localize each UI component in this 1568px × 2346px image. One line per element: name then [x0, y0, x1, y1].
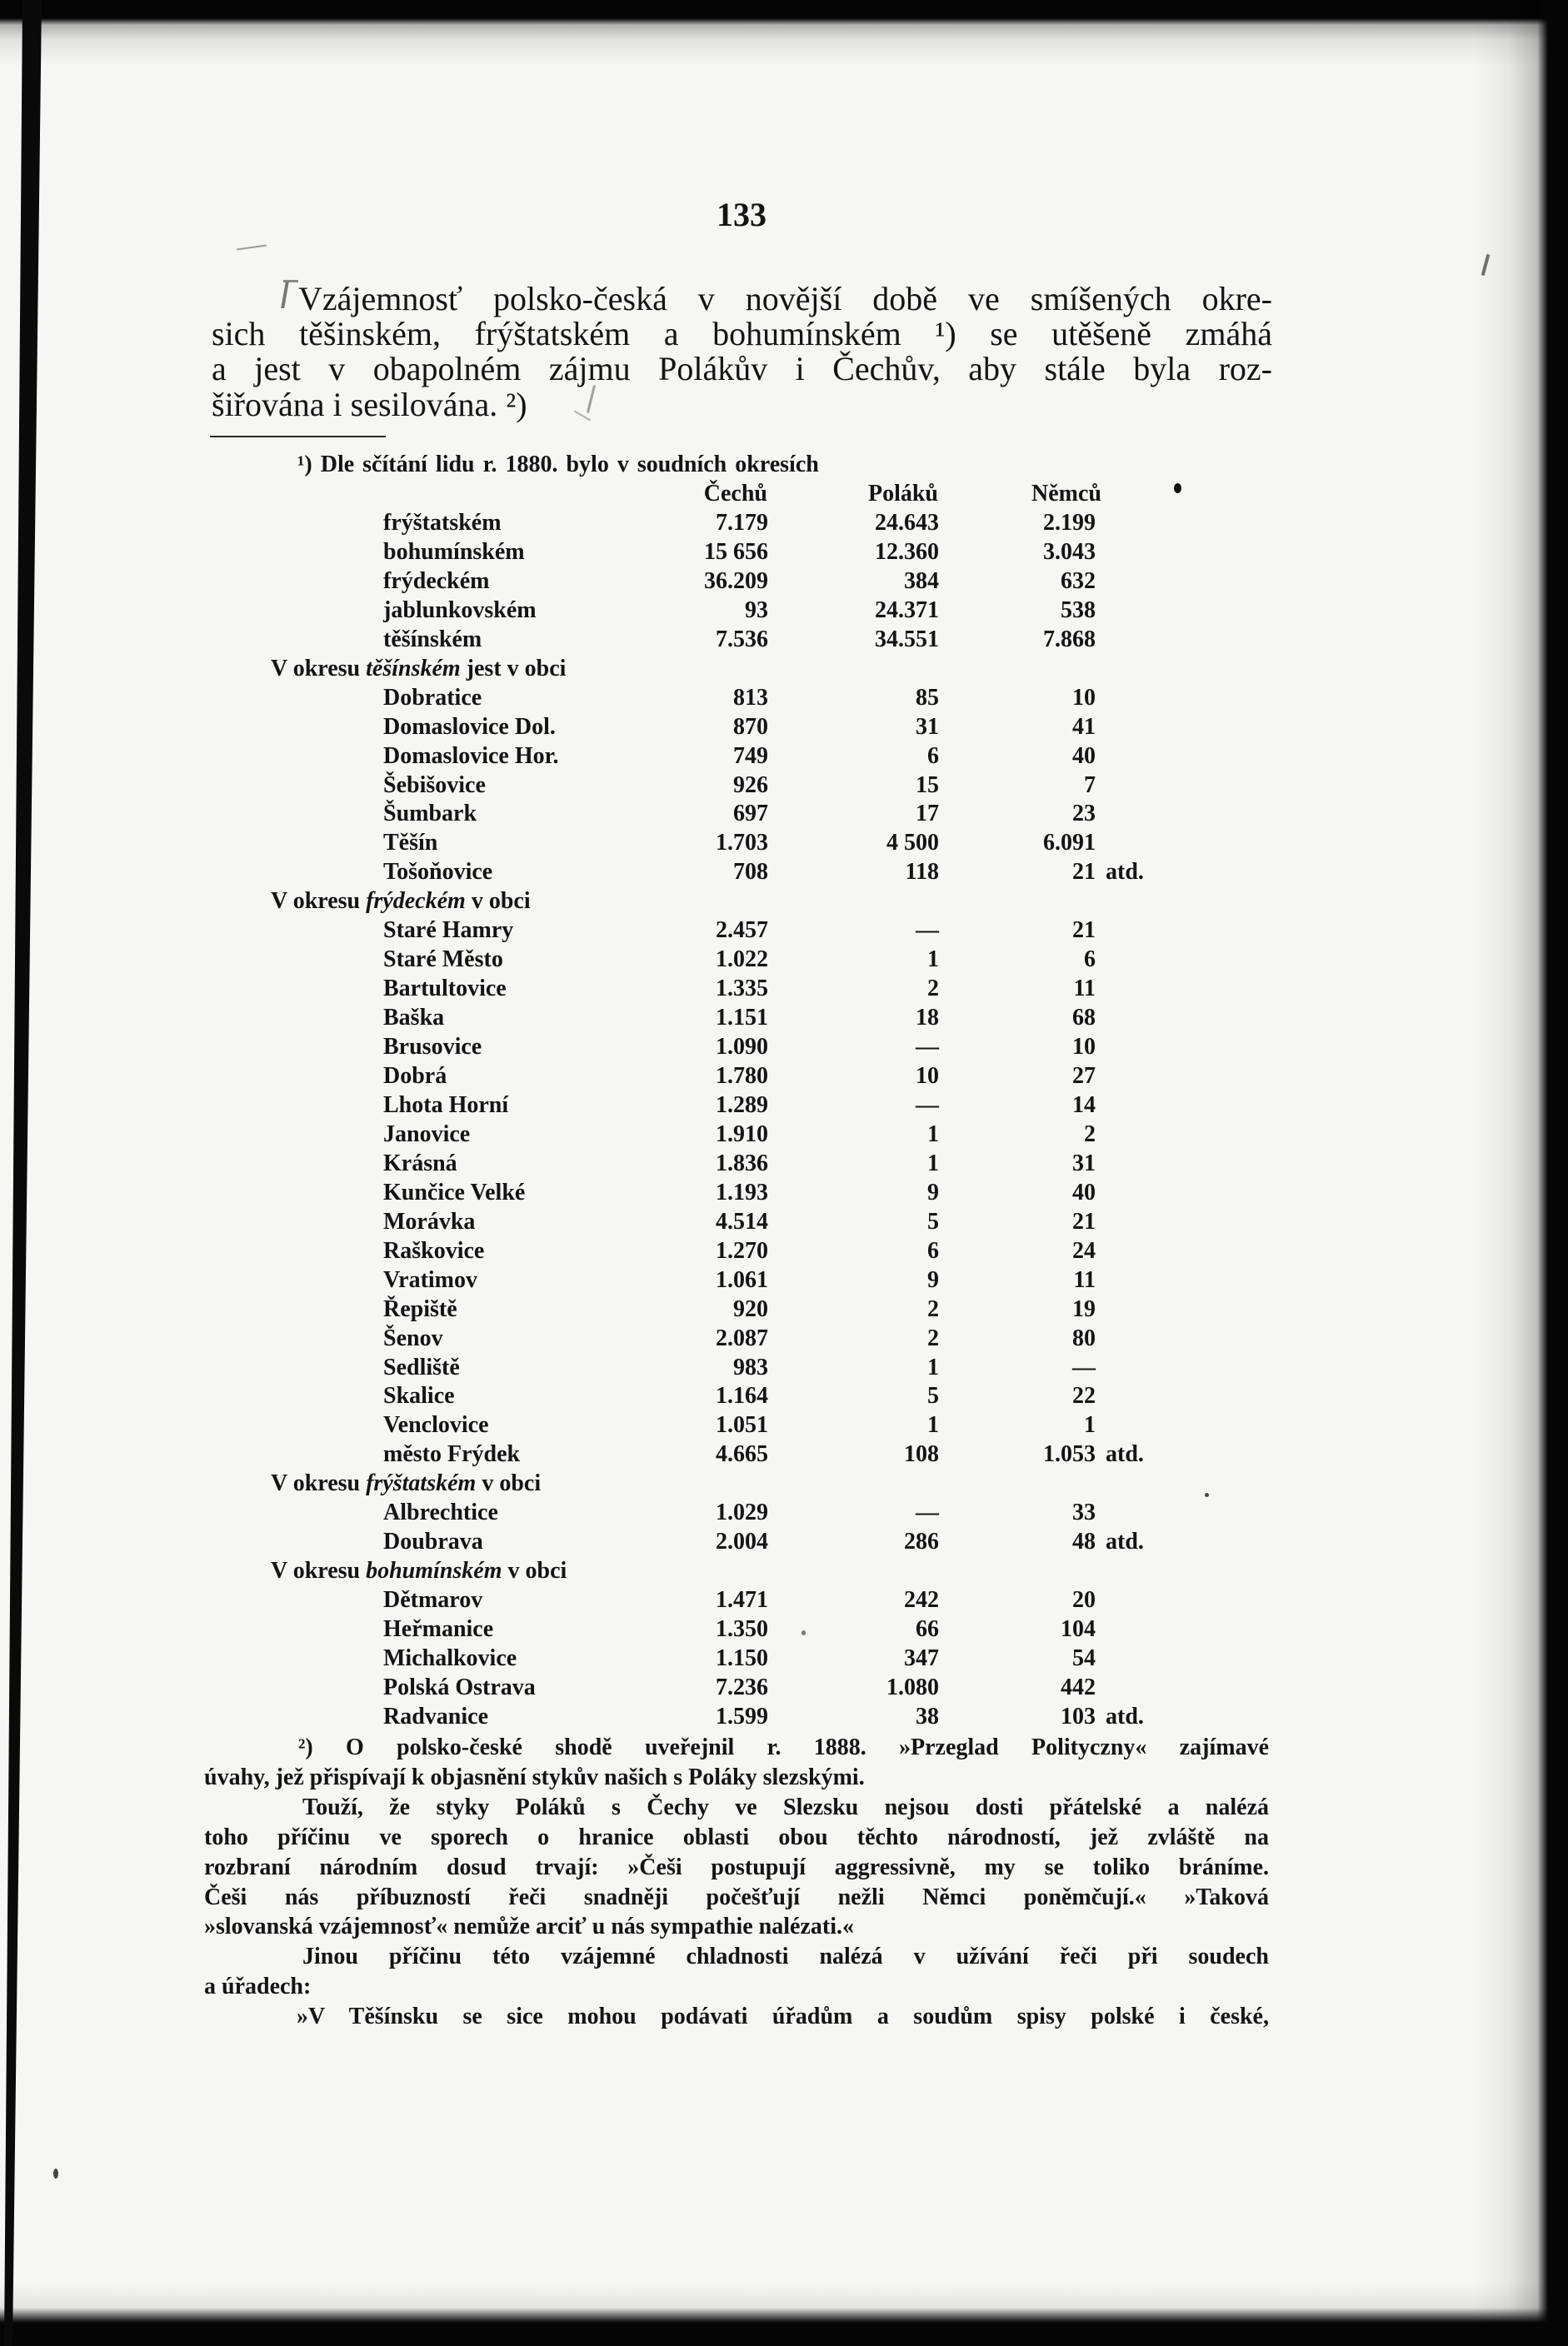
polish-count: 85	[916, 684, 939, 711]
section-heading-text	[271, 886, 531, 916]
section-heading	[0, 1556, 1568, 1585]
czech-count: 1.270	[716, 1237, 768, 1264]
czech-count: 36.209	[704, 567, 768, 594]
table-row	[0, 1324, 1568, 1353]
section-suffix: jest v obci	[466, 655, 567, 681]
german-count: 11	[1073, 976, 1096, 1002]
german-count: 68	[1072, 1005, 1096, 1031]
czech-count: 926	[733, 771, 768, 798]
czech-count: 2.004	[716, 1529, 768, 1555]
czech-count: 1.164	[716, 1383, 768, 1410]
german-count: 21	[1072, 917, 1096, 944]
czech-count: 1.780	[716, 1063, 768, 1089]
german-count: 24	[1072, 1237, 1096, 1264]
table-row	[0, 1061, 1568, 1091]
place-name: Dobrá	[383, 1063, 447, 1089]
czech-count: 1.151	[716, 1005, 768, 1031]
footnote-2-line: Touží, že styky Poláků s Čechy ve Slezsku nejsou dosti přátelské a nalézá	[302, 1794, 1269, 1820]
german-count: 33	[1072, 1500, 1096, 1526]
german-count: 10	[1072, 684, 1096, 711]
czech-count: 1.029	[716, 1500, 768, 1526]
section-prefix: V okresu	[271, 655, 361, 681]
column-header-czech: Čechů	[703, 481, 767, 507]
german-count: 1	[1084, 1412, 1096, 1439]
german-count: 11	[1073, 1266, 1096, 1293]
table-row	[0, 828, 1568, 857]
section-suffix: v obci	[471, 888, 531, 915]
place-name: Domaslovice Dol.	[383, 713, 556, 740]
main-text-line: šiřována i sesilována. ²)	[212, 386, 527, 423]
polish-count: 1	[927, 1354, 939, 1380]
table-row	[0, 1091, 1568, 1120]
polish-count: 1	[927, 946, 939, 973]
table-row	[0, 537, 1568, 567]
polish-count: 384	[904, 567, 939, 594]
place-name: Bartultovice	[383, 976, 507, 1002]
czech-count: 1.703	[716, 830, 768, 856]
row-note: atd.	[1106, 1529, 1144, 1555]
czech-count: 15 656	[704, 538, 768, 565]
german-count: 20	[1072, 1587, 1096, 1614]
section-prefix: V okresu	[271, 1470, 361, 1497]
polish-count: 2	[927, 1325, 939, 1351]
main-text-line: sich těšinském, frýštatském a bohumínském ¹) se utěšeně zmáhá	[212, 315, 1272, 352]
place-name: Kunčice Velké	[383, 1179, 526, 1205]
german-count: 2.199	[1043, 509, 1096, 536]
section-prefix: V okresu	[271, 1558, 361, 1585]
german-count: 14	[1072, 1091, 1096, 1118]
table-row	[0, 1410, 1568, 1440]
czech-count: 7.179	[716, 509, 768, 536]
polish-count: 242	[904, 1587, 939, 1614]
place-name: město Frýdek	[383, 1441, 521, 1468]
footnote-2-line: »slovanská vzájemnosť« nemůže arciť u nás sympathie nalézati.«	[204, 1914, 854, 1940]
czech-count: 708	[733, 859, 768, 886]
german-count: 442	[1061, 1674, 1096, 1700]
polish-count: 5	[927, 1208, 939, 1235]
table-row	[0, 1149, 1568, 1178]
section-heading-text	[271, 654, 566, 683]
place-name: Morávka	[383, 1208, 476, 1235]
czech-count: 2.087	[716, 1325, 768, 1351]
czech-count: 870	[733, 713, 768, 740]
czech-count: 1.599	[716, 1703, 768, 1730]
scan-border-top	[0, 0, 1568, 67]
scan-artifact-blot	[53, 2169, 58, 2179]
table-row	[0, 1615, 1568, 1644]
place-name: Těšín	[383, 830, 438, 856]
table-row	[0, 1032, 1568, 1061]
polish-count: 38	[916, 1703, 939, 1730]
section-heading	[0, 654, 1568, 683]
table-row	[0, 1644, 1568, 1673]
czech-count: 697	[733, 801, 768, 827]
table-row	[0, 1527, 1568, 1556]
place-name: Šumbark	[383, 801, 477, 827]
table-header	[0, 479, 1568, 508]
czech-count: 2.457	[716, 917, 768, 944]
column-header-polish: Poláků	[867, 481, 938, 507]
polish-count: 4 500	[886, 830, 939, 856]
czech-count: 813	[733, 684, 768, 711]
polish-count: —	[916, 1500, 939, 1526]
footnote-separator	[210, 436, 386, 437]
page-number: 133	[717, 196, 767, 233]
table-row	[0, 1673, 1568, 1702]
footnote-2-line: toho příčinu ve sporech o hranice oblasti obou těchto národností, jež zvláště na	[204, 1824, 1269, 1850]
place-name: Janovice	[383, 1121, 471, 1147]
footnote-1-intro-text: ¹) Dle sčítání lidu r. 1880. bylo v soudních okresích	[297, 452, 819, 477]
place-name: frýštatském	[383, 509, 502, 536]
german-count: 538	[1061, 596, 1096, 623]
german-count: 23	[1072, 801, 1096, 827]
czech-count: 4.665	[716, 1441, 768, 1468]
table-row	[0, 974, 1568, 1003]
place-name: Sedliště	[383, 1354, 460, 1380]
polish-count: 9	[927, 1266, 939, 1293]
table-row	[0, 1265, 1568, 1295]
main-text-line: a jest v obapolném zájmu Polákův i Čechův, aby stále byla roz-	[212, 350, 1272, 387]
table-row	[0, 1236, 1568, 1265]
polish-count: 1	[927, 1121, 939, 1147]
czech-count: 93	[745, 596, 768, 623]
section-suffix: v obci	[507, 1558, 567, 1585]
polish-count: 12.360	[875, 538, 939, 565]
place-name: Domaslovice Hor.	[383, 742, 559, 769]
polish-count: 24.643	[875, 509, 939, 536]
footnote-2-line: Češi nás příbuzností řeči snadněji počešťují nežli Němci poněmčují.« »Taková	[204, 1884, 1269, 1910]
table-row	[0, 1003, 1568, 1032]
section-heading-text	[271, 1556, 567, 1585]
german-count: 103	[1061, 1703, 1096, 1730]
polish-count: 17	[916, 801, 939, 827]
section-prefix: V okresu	[271, 888, 361, 915]
czech-count: 1.051	[716, 1412, 768, 1439]
footnote-2-line: úvahy, jež přispívají k objasnění stykův našich s Poláky slezskými.	[204, 1764, 865, 1790]
footnote-2-line: ²) O polsko-české shodě uveřejnil r. 1888. »Przeglad Polityczny« zajímavé	[298, 1735, 1269, 1760]
scan-border-bottom	[0, 2283, 1568, 2346]
footnote-2-line: Jinou příčinu této vzájemné chladnosti nalézá v užívání řeči při soudech	[302, 1944, 1269, 1970]
czech-count: 1.910	[716, 1121, 768, 1147]
polish-count: 1.080	[886, 1674, 939, 1700]
czech-count: 920	[733, 1295, 768, 1322]
place-name: frýdeckém	[383, 567, 490, 594]
polish-count: 5	[927, 1383, 939, 1410]
german-count: 7.868	[1043, 626, 1096, 652]
table-row	[0, 1120, 1568, 1149]
scan-artifact-dot	[801, 1630, 806, 1635]
polish-count: 1	[927, 1150, 939, 1176]
place-name: těšínském	[383, 626, 482, 652]
place-name: Dobratice	[383, 684, 482, 711]
table-row	[0, 567, 1568, 596]
polish-count: 18	[916, 1005, 939, 1031]
place-name: Venclovice	[383, 1412, 489, 1439]
czech-count: 1.150	[716, 1645, 768, 1671]
section-heading	[0, 886, 1568, 916]
row-note: atd.	[1106, 859, 1144, 886]
table-row	[0, 1353, 1568, 1382]
place-name: Polská Ostrava	[383, 1674, 536, 1700]
german-count: 1.053	[1043, 1441, 1096, 1468]
table-row	[0, 1207, 1568, 1236]
place-name: Brusovice	[383, 1034, 482, 1060]
place-name: Heřmanice	[383, 1616, 494, 1642]
czech-count: 1.022	[716, 946, 768, 973]
polish-count: 31	[916, 713, 939, 740]
czech-count: 1.061	[716, 1266, 768, 1293]
polish-count: 15	[916, 771, 939, 798]
place-name: Dětmarov	[383, 1587, 483, 1614]
place-name: Staré Hamry	[383, 917, 514, 944]
czech-count: 7.236	[716, 1674, 768, 1700]
place-name: Řepiště	[383, 1295, 457, 1322]
polish-count: 347	[904, 1645, 939, 1671]
place-name: Tošoňovice	[383, 859, 493, 886]
czech-count: 1.090	[716, 1034, 768, 1060]
polish-count: —	[916, 917, 939, 944]
table-row	[0, 625, 1568, 654]
place-name: Lhota Horní	[383, 1091, 509, 1118]
czech-count: 1.350	[716, 1616, 768, 1642]
place-name: Vratimov	[383, 1266, 477, 1293]
polish-count: 24.371	[875, 596, 939, 623]
german-count: 48	[1072, 1529, 1096, 1555]
german-count: 104	[1061, 1616, 1096, 1642]
place-name: Michalkovice	[383, 1645, 517, 1671]
german-count: 6.091	[1043, 830, 1096, 856]
table-row	[0, 916, 1568, 945]
german-count: 632	[1061, 567, 1096, 594]
place-name: Staré Město	[383, 946, 503, 973]
section-district: bohumínském	[366, 1558, 502, 1585]
german-count: 21	[1072, 859, 1096, 886]
czech-count: 4.514	[716, 1208, 768, 1235]
table-row	[0, 596, 1568, 625]
section-heading-text	[271, 1469, 541, 1498]
german-count: 31	[1072, 1150, 1096, 1176]
polish-count: 6	[927, 1237, 939, 1264]
section-district: frýštatském	[366, 1470, 477, 1497]
german-count: 2	[1084, 1121, 1096, 1147]
german-count: 7	[1084, 771, 1096, 798]
czech-count: 1.193	[716, 1179, 768, 1205]
place-name: Šebišovice	[383, 771, 486, 798]
footnote-2-line: a úřadech:	[204, 1974, 312, 2000]
table-row	[0, 683, 1568, 712]
german-count: 19	[1072, 1295, 1096, 1322]
polish-count: 9	[927, 1179, 939, 1205]
polish-count: 2	[927, 1295, 939, 1322]
polish-count: —	[916, 1091, 939, 1118]
german-count: 21	[1072, 1208, 1096, 1235]
german-count: 41	[1072, 713, 1096, 740]
polish-count: 6	[927, 742, 939, 769]
german-count: 40	[1072, 742, 1096, 769]
polish-count: 286	[904, 1529, 939, 1555]
table-row	[0, 1702, 1568, 1731]
czech-count: 1.471	[716, 1587, 768, 1614]
scan-artifact-dash	[237, 245, 267, 251]
table-row	[0, 712, 1568, 741]
german-count: 40	[1072, 1179, 1096, 1205]
place-name: Doubrava	[383, 1529, 483, 1555]
place-name: jablunkovském	[383, 596, 537, 623]
polish-count: 118	[905, 859, 939, 886]
table-row	[0, 1440, 1568, 1469]
german-count: —	[1072, 1354, 1096, 1380]
scan-artifact-bracket	[281, 282, 289, 308]
place-name: Baška	[383, 1005, 445, 1031]
table-row	[0, 508, 1568, 537]
german-count: 10	[1072, 1034, 1096, 1060]
footnote-2-line: rozbraní národním dosud trvají: »Češi postupují aggressivně, my se toliko bráníme.	[204, 1854, 1269, 1880]
table-row	[0, 741, 1568, 771]
row-note: atd.	[1106, 1441, 1144, 1468]
column-header-german: Němců	[1031, 481, 1101, 507]
polish-count: —	[916, 1034, 939, 1060]
scan-artifact-dot	[1205, 1493, 1209, 1497]
czech-count: 749	[733, 742, 768, 769]
place-name: Krásná	[383, 1150, 457, 1176]
main-text-line: Vzájemnosť polsko-česká v novější době ve smíšených okre-	[298, 280, 1272, 317]
table-row	[0, 771, 1568, 800]
polish-count: 1	[927, 1412, 939, 1439]
section-heading	[0, 1469, 1568, 1498]
polish-count: 2	[927, 976, 939, 1002]
german-count: 6	[1084, 946, 1096, 973]
czech-count: 1.289	[716, 1091, 768, 1118]
place-name: Radvanice	[383, 1703, 488, 1730]
german-count: 80	[1072, 1325, 1096, 1351]
czech-count: 983	[733, 1354, 768, 1380]
table-row	[0, 1295, 1568, 1324]
place-name: bohumínském	[383, 538, 525, 565]
table-row	[0, 945, 1568, 974]
place-name: Albrechtice	[383, 1500, 498, 1526]
table-row	[0, 857, 1568, 886]
czech-count: 1.335	[716, 976, 768, 1002]
polish-count: 34.551	[875, 626, 939, 652]
polish-count: 108	[904, 1441, 939, 1468]
section-district: těšínském	[366, 655, 461, 681]
section-suffix: v obci	[482, 1470, 542, 1497]
czech-count: 7.536	[716, 626, 768, 652]
scan-artifact-dot	[1174, 483, 1181, 493]
german-count: 27	[1072, 1063, 1096, 1089]
polish-count: 10	[916, 1063, 939, 1089]
place-name: Skalice	[383, 1383, 455, 1410]
german-count: 22	[1072, 1383, 1096, 1410]
row-note: atd.	[1106, 1703, 1144, 1730]
table-row	[0, 1178, 1568, 1207]
table-row	[0, 799, 1568, 828]
section-district: frýdeckém	[366, 888, 466, 915]
german-count: 54	[1072, 1645, 1096, 1671]
german-count: 3.043	[1043, 538, 1096, 565]
table-row	[0, 1498, 1568, 1527]
table-row	[0, 1585, 1568, 1615]
place-name: Šenov	[383, 1325, 443, 1351]
footnote-2-line: »V Těšínsku se sice mohou podávati úřadům a soudům spisy polské i české,	[297, 2004, 1269, 2030]
czech-count: 1.836	[716, 1150, 768, 1176]
polish-count: 66	[916, 1616, 939, 1642]
footnote-1-intro	[0, 450, 1568, 479]
place-name: Raškovice	[383, 1237, 485, 1264]
table-row	[0, 1381, 1568, 1410]
